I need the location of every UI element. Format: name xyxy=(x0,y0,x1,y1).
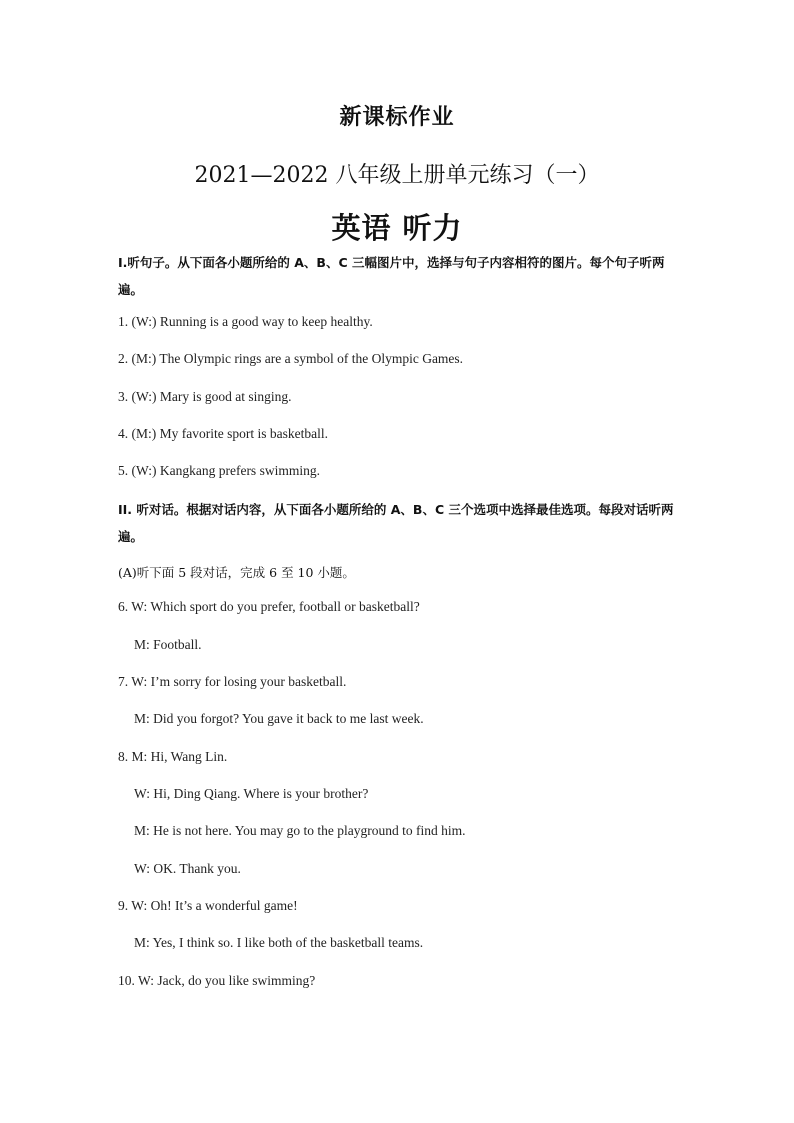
dialogue-line: W: OK. Thank you. xyxy=(134,861,241,876)
dialogue-line: W: Hi, Ding Qiang. Where is your brother? xyxy=(134,786,369,801)
sentence-item: 3. (W:) Mary is good at singing. xyxy=(118,389,292,404)
dialogue-line: M: Yes, I think so. I like both of the basketball teams. xyxy=(134,935,424,950)
subject-heading: 英语 听力 xyxy=(331,211,463,245)
dialogue-line: M: Did you forgot? You gave it back to me last week. xyxy=(134,711,424,726)
sentence-item: 1. (W:) Running is a good way to keep healthy. xyxy=(118,314,373,329)
sentence-item: 5. (W:) Kangkang prefers swimming. xyxy=(118,463,320,478)
dialogue-line: 8. M: Hi, Wang Lin. xyxy=(118,749,228,764)
dialogue-line: 10. W: Jack, do you like swimming? xyxy=(118,973,316,988)
document-subtitle: 2021—2022 八年级上册单元练习（一） xyxy=(194,163,600,188)
section-1-instruction: Ⅰ.听句子。从下面各小题所给的 A、B、C 三幅图片中，选择与句子内容相符的图片。每个句子听两遍。 xyxy=(118,255,665,297)
dialogue-line: 9. W: Oh! It’s a wonderful game! xyxy=(118,898,298,913)
sentence-item: 2. (M:) The Olympic rings are a symbol of the Olympic Games. xyxy=(118,351,464,366)
document-title: 新课标作业 xyxy=(339,104,455,130)
section-2-instruction: II. 听对话。根据对话内容，从下面各小题所给的 A、B、C 三个选项中选择最佳选项。每段对话听两遍。 xyxy=(118,502,674,544)
sentence-item: 4. (M:) My favorite sport is basketball. xyxy=(118,426,328,441)
dialogue-line: 7. W: I’m sorry for losing your basketball. xyxy=(118,674,347,689)
section-2-sub-instruction: (A)听下面 5 段对话，完成 6 至 10 小题。 xyxy=(118,565,355,580)
dialogue-line: 6. W: Which sport do you prefer, football or basketball? xyxy=(118,599,420,614)
dialogue-line: M: He is not here. You may go to the playground to find him. xyxy=(134,823,466,838)
dialogue-line: M: Football. xyxy=(134,637,202,652)
